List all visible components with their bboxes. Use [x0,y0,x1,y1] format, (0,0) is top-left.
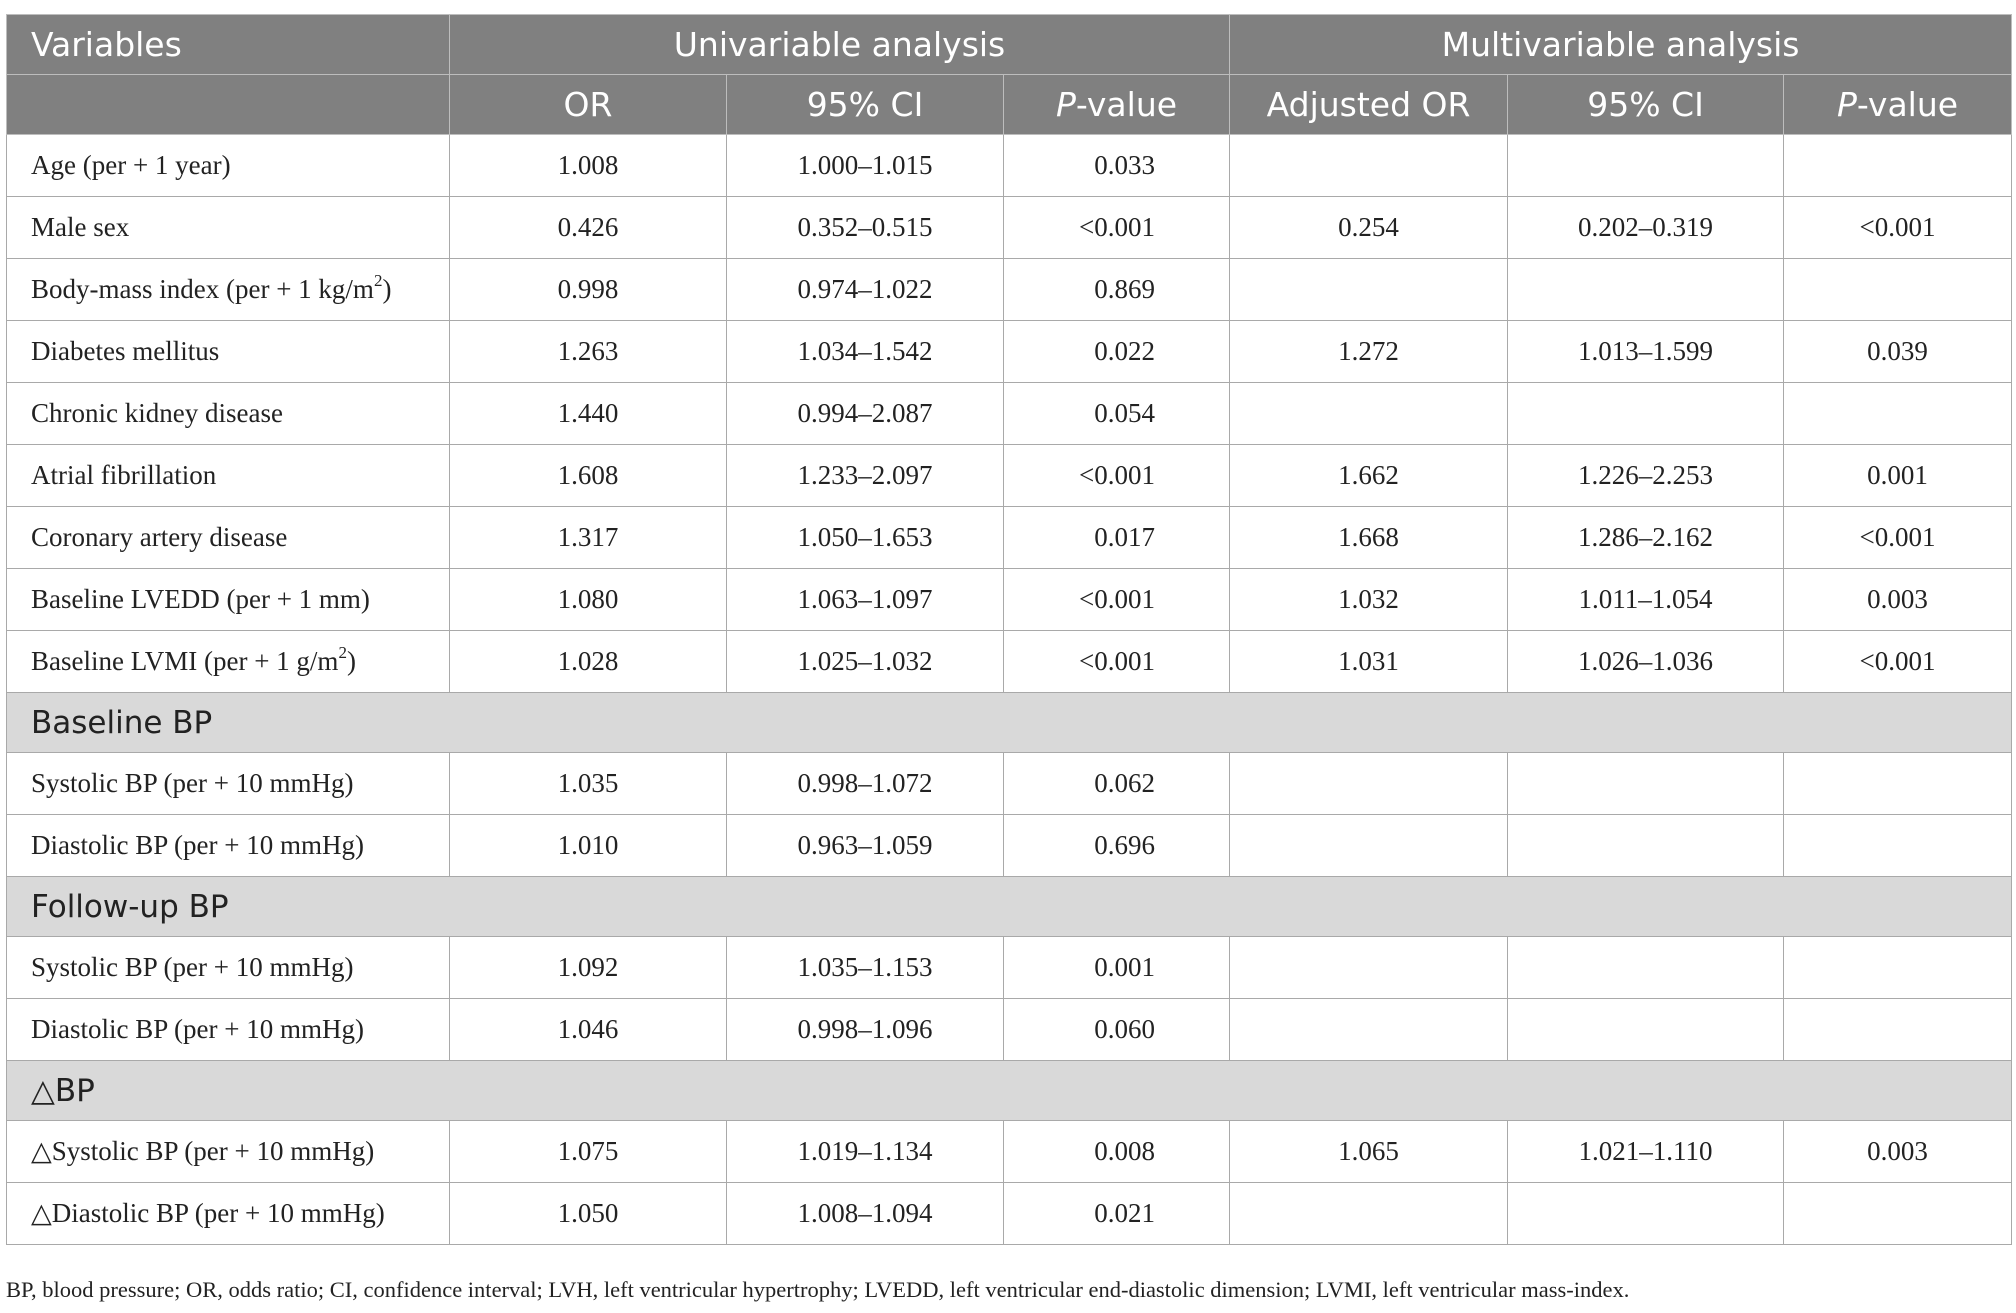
ci-cell: 1.019–1.134 [727,1121,1004,1183]
p-value-cell: <0.001 [1004,445,1230,507]
section-row [7,1061,2012,1121]
or-cell: 1.075 [450,1121,727,1183]
regression-table [6,14,2012,1245]
table-footnote: BP, blood pressure; OR, odds ratio; CI, confidence interval; LVH, left ventricular hypertrophy; LVEDD, left ventricular end-diastolic dimension; LVMI, left ventricular mass-index. [6,1277,1630,1302]
adjusted-or-cell: 1.031 [1230,631,1508,693]
adjusted-ci-cell [1508,259,1784,321]
p-value-cell: 0.869 [1004,259,1230,321]
adjusted-ci-cell [1508,753,1784,815]
table-row [7,197,2012,259]
adjusted-or-cell: 1.668 [1230,507,1508,569]
p-value-cell: 0.696 [1004,815,1230,877]
variable-cell: Systolic BP (per + 10 mmHg) [7,753,450,815]
variable-label-tail: ) [346,646,356,676]
ci-cell: 0.352–0.515 [727,197,1004,259]
adjusted-ci-cell: 1.026–1.036 [1508,631,1784,693]
p-value-cell: <0.001 [1004,569,1230,631]
ci-cell: 1.008–1.094 [727,1183,1004,1245]
table-body [7,135,2012,1245]
ci-cell: 0.974–1.022 [727,259,1004,321]
header-or: OR [450,75,727,135]
or-cell: 1.050 [450,1183,727,1245]
p-rest: -value [1075,85,1178,124]
variable-cell [7,259,450,321]
variable-cell [7,631,450,693]
variable-cell: Diabetes mellitus [7,321,450,383]
variable-cell: △Diastolic BP (per + 10 mmHg) [7,1183,450,1245]
or-cell: 1.028 [450,631,727,693]
header-multivariable: Multivariable analysis [1230,15,2012,75]
variable-cell: Male sex [7,197,450,259]
adjusted-p-value-cell [1784,1183,2012,1245]
header-ci-adjusted: 95% CI [1508,75,1784,135]
adjusted-p-value-cell [1784,753,2012,815]
header-p-value-adjusted [1784,75,2012,135]
adjusted-or-cell: 1.065 [1230,1121,1508,1183]
results-table-container [6,14,2011,1245]
adjusted-ci-cell [1508,135,1784,197]
adjusted-or-cell [1230,135,1508,197]
adjusted-p-value-cell: 0.001 [1784,445,2012,507]
adjusted-ci-cell [1508,937,1784,999]
adjusted-or-cell [1230,999,1508,1061]
adjusted-or-cell: 0.254 [1230,197,1508,259]
or-cell: 1.440 [450,383,727,445]
header-adjusted-or: Adjusted OR [1230,75,1508,135]
table-row [7,259,2012,321]
p-value-cell: 0.017 [1004,507,1230,569]
adjusted-or-cell [1230,1183,1508,1245]
adjusted-ci-cell [1508,999,1784,1061]
or-cell: 1.046 [450,999,727,1061]
table-row [7,1121,2012,1183]
adjusted-p-value-cell: 0.003 [1784,1121,2012,1183]
p-value-cell: 0.033 [1004,135,1230,197]
variable-cell: Baseline LVEDD (per + 1 mm) [7,569,450,631]
variable-label: Baseline LVMI (per + 1 g/m [31,646,339,676]
adjusted-p-value-cell [1784,937,2012,999]
variable-cell: Diastolic BP (per + 10 mmHg) [7,815,450,877]
adjusted-p-value-cell [1784,259,2012,321]
ci-cell: 0.963–1.059 [727,815,1004,877]
superscript: 2 [338,643,347,662]
variable-label: Body-mass index (per + 1 kg/m [31,274,374,304]
variable-cell: △Systolic BP (per + 10 mmHg) [7,1121,450,1183]
header-p-value [1004,75,1230,135]
or-cell: 1.608 [450,445,727,507]
p-value-cell: 0.062 [1004,753,1230,815]
adjusted-ci-cell: 0.202–0.319 [1508,197,1784,259]
adjusted-or-cell [1230,937,1508,999]
or-cell: 1.080 [450,569,727,631]
adjusted-or-cell: 1.662 [1230,445,1508,507]
adjusted-p-value-cell [1784,999,2012,1061]
p-rest: -value [1856,85,1959,124]
header-blank [7,75,450,135]
table-row [7,569,2012,631]
variable-cell: Age (per + 1 year) [7,135,450,197]
ci-cell: 1.233–2.097 [727,445,1004,507]
adjusted-or-cell: 1.032 [1230,569,1508,631]
adjusted-ci-cell [1508,383,1784,445]
superscript: 2 [373,271,383,290]
table-row [7,445,2012,507]
p-italic: P [1837,85,1857,124]
ci-cell: 1.035–1.153 [727,937,1004,999]
ci-cell: 1.025–1.032 [727,631,1004,693]
adjusted-or-cell [1230,383,1508,445]
header-ci: 95% CI [727,75,1004,135]
or-cell: 1.317 [450,507,727,569]
adjusted-p-value-cell [1784,383,2012,445]
or-cell: 1.010 [450,815,727,877]
adjusted-p-value-cell: <0.001 [1784,197,2012,259]
adjusted-ci-cell [1508,1183,1784,1245]
p-value-cell: <0.001 [1004,197,1230,259]
variable-cell: Coronary artery disease [7,507,450,569]
section-title: Follow-up BP [7,877,2012,937]
variable-cell: Atrial fibrillation [7,445,450,507]
p-value-cell: 0.054 [1004,383,1230,445]
header-variables: Variables [7,15,450,75]
table-row [7,937,2012,999]
or-cell: 1.092 [450,937,727,999]
adjusted-or-cell [1230,815,1508,877]
table-row [7,135,2012,197]
table-row [7,815,2012,877]
variable-label-tail: ) [382,274,392,304]
header-univariable: Univariable analysis [450,15,1230,75]
or-cell: 1.263 [450,321,727,383]
adjusted-or-cell: 1.272 [1230,321,1508,383]
adjusted-ci-cell: 1.013–1.599 [1508,321,1784,383]
ci-cell: 1.063–1.097 [727,569,1004,631]
section-row [7,693,2012,753]
p-value-cell: 0.001 [1004,937,1230,999]
table-row [7,1183,2012,1245]
variable-cell: Chronic kidney disease [7,383,450,445]
adjusted-p-value-cell [1784,815,2012,877]
adjusted-ci-cell [1508,815,1784,877]
table-row [7,507,2012,569]
table-row [7,383,2012,445]
p-value-cell: 0.022 [1004,321,1230,383]
table-row [7,321,2012,383]
adjusted-p-value-cell [1784,135,2012,197]
section-title: △BP [7,1061,2012,1121]
or-cell: 1.008 [450,135,727,197]
p-value-cell: <0.001 [1004,631,1230,693]
p-italic: P [1055,85,1076,124]
p-value-cell: 0.008 [1004,1121,1230,1183]
table-header [7,15,2012,135]
table-row [7,753,2012,815]
ci-cell: 1.050–1.653 [727,507,1004,569]
section-title: Baseline BP [7,693,2012,753]
ci-cell: 0.998–1.096 [727,999,1004,1061]
ci-cell: 1.000–1.015 [727,135,1004,197]
or-cell: 0.426 [450,197,727,259]
table-row [7,631,2012,693]
adjusted-ci-cell: 1.011–1.054 [1508,569,1784,631]
adjusted-p-value-cell: <0.001 [1784,507,2012,569]
section-row [7,877,2012,937]
adjusted-ci-cell: 1.286–2.162 [1508,507,1784,569]
p-value-cell: 0.021 [1004,1183,1230,1245]
adjusted-p-value-cell: 0.003 [1784,569,2012,631]
adjusted-or-cell [1230,259,1508,321]
adjusted-p-value-cell: 0.039 [1784,321,2012,383]
adjusted-ci-cell: 1.021–1.110 [1508,1121,1784,1183]
adjusted-ci-cell: 1.226–2.253 [1508,445,1784,507]
variable-cell: Systolic BP (per + 10 mmHg) [7,937,450,999]
or-cell: 1.035 [450,753,727,815]
ci-cell: 0.998–1.072 [727,753,1004,815]
variable-cell: Diastolic BP (per + 10 mmHg) [7,999,450,1061]
or-cell: 0.998 [450,259,727,321]
ci-cell: 1.034–1.542 [727,321,1004,383]
adjusted-p-value-cell: <0.001 [1784,631,2012,693]
p-value-cell: 0.060 [1004,999,1230,1061]
adjusted-or-cell [1230,753,1508,815]
table-row [7,999,2012,1061]
ci-cell: 0.994–2.087 [727,383,1004,445]
